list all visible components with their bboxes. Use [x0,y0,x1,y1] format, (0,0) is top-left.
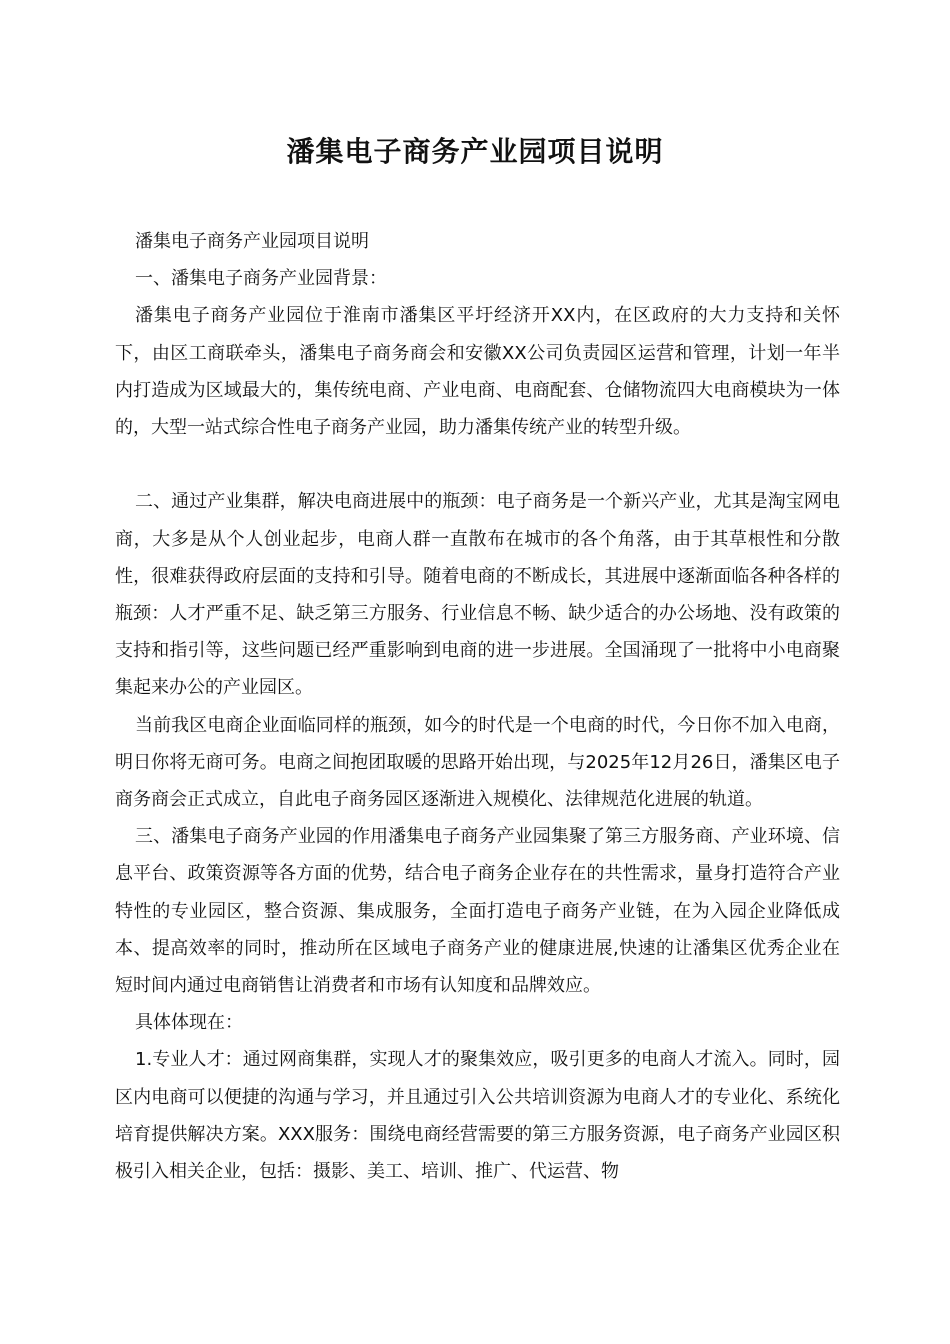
paragraph-talent: 1.专业人才：通过网商集群，实现人才的聚集效应，吸引更多的电商人才流入。同时，园区内电商可以便捷的沟通与学习，并且通过引入公共培训资源为电商人才的专业化、系统化培育提供解决方案。XXX服务：围绕电商经营需要的第三方服务资源，电子商务产业园区积极引入相关企业，包括：摄影、美工、培训、推广、代运营、物 [115,1049,840,1183]
paragraph-bottleneck: 二、通过产业集群，解决电商进展中的瓶颈：电子商务是一个新兴产业，尤其是淘宝网电商，大多是从个人创业起步，电商人群一直散布在城市的各个角落，由于其草根性和分散性，很难获得政府层面的支持和引导。随着电商的不断成长，其进展中逐渐面临各种各样的瓶颈：人才严重不足、缺乏第三方服务、行业信息不畅、缺少适合的办公场地、没有政策的支持和指引等，这些问题已经严重影响到电商的进一步进展。全国涌现了一批将中小电商聚集起来办公的产业园区。 [115,491,840,699]
paragraph-current-situation: 当前我区电商企业面临同样的瓶颈，如今的时代是一个电商的时代，今日你不加入电商，明日你将无商可务。电商之间抱团取暖的思路开始出现，与2025年12月26日，潘集区电子商务商会正式成立，自此电子商务园区逐渐进入规模化、法律规范化进展的轨道。 [115,714,840,811]
paragraph-role: 三、潘集电子商务产业园的作用潘集电子商务产业园集聚了第三方服务商、产业环境、信息平台、政策资源等各方面的优势，结合电子商务企业存在的共性需求，量身打造符合产业特性的专业园区，整合资源、集成服务，全面打造电子商务产业链，在为入园企业降低成本、提高效率的同时，推动所在区域电子商务产业的健康进展,快速的让潘集区优秀企业在短时间内通过电商销售让消费者和市场有认知度和品牌效应。 [115,826,840,997]
document-title: 潘集电子商务产业园项目说明 [286,135,664,168]
paragraph-background: 潘集电子商务产业园位于淮南市潘集区平圩经济开XX内，在区政府的大力支持和关怀下，由区工商联牵头，潘集电子商务商会和安徽XX公司负责园区运营和管理，计划一年半内打造成为区域最大的，集传统电商、产业电商、电商配套、仓储物流四大电商模块为一体的，大型一站式综合性电子商务产业园，助力潘集传统产业的转型升级。 [115,305,840,439]
subtitle-paragraph: 潘集电子商务产业园项目说明 [135,231,369,252]
blank-line [115,446,840,483]
document-body [115,223,840,1190]
section-heading-background: 一、潘集电子商务产业园背景： [135,268,387,290]
paragraph-specifics-heading: 具体体现在： [135,1012,243,1034]
